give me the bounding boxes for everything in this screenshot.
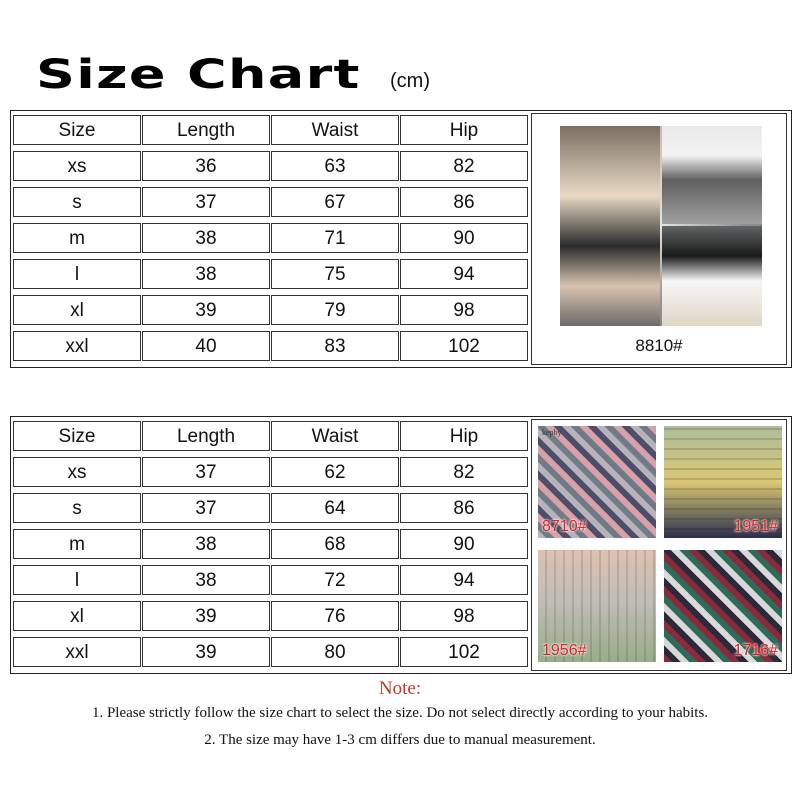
size-cell: m — [13, 223, 141, 253]
table-row — [11, 493, 529, 523]
length-cell: 40 — [142, 331, 270, 361]
model-label-1951: 1951# — [733, 518, 778, 535]
hip-cell: 94 — [400, 565, 528, 595]
waist-cell: 68 — [271, 529, 399, 559]
size-cell: xl — [13, 295, 141, 325]
hip-cell: 86 — [400, 187, 528, 217]
size-table-2-grid — [11, 417, 529, 673]
model-number: 8810# — [635, 336, 683, 355]
hip-cell: 102 — [400, 331, 528, 361]
table-header-row — [11, 421, 529, 451]
size-cell: xs — [13, 151, 141, 181]
table-row — [11, 259, 529, 289]
length-cell: 37 — [142, 457, 270, 487]
note-title: Note: — [378, 678, 422, 699]
table-header-row — [11, 115, 529, 145]
header-length: Length — [142, 421, 270, 451]
waist-cell: 75 — [271, 259, 399, 289]
product-thumb-1716 — [664, 550, 782, 662]
model-photo-grey-skirt — [662, 126, 762, 224]
size-cell: xxl — [13, 331, 141, 361]
header-size: Size — [13, 421, 141, 451]
hip-cell: 94 — [400, 259, 528, 289]
header-length: Length — [142, 115, 270, 145]
hip-cell: 82 — [400, 151, 528, 181]
table-row — [11, 223, 529, 253]
hip-cell: 98 — [400, 601, 528, 631]
table-row — [11, 601, 529, 631]
hip-cell: 82 — [400, 457, 528, 487]
product-thumb-8710 — [538, 426, 656, 538]
size-cell: xxl — [13, 637, 141, 667]
size-table-2 — [10, 416, 792, 674]
waist-cell: 62 — [271, 457, 399, 487]
size-table-1 — [10, 110, 792, 368]
hip-cell: 102 — [400, 637, 528, 667]
waist-cell: 72 — [271, 565, 399, 595]
page-title: Size Chart — [36, 52, 361, 98]
size-cell: xs — [13, 457, 141, 487]
length-cell: 39 — [142, 295, 270, 325]
waist-cell: 80 — [271, 637, 399, 667]
size-cell: s — [13, 187, 141, 217]
brand-tag: kepby — [542, 428, 562, 437]
waist-cell: 83 — [271, 331, 399, 361]
table-row — [11, 637, 529, 667]
waist-cell: 79 — [271, 295, 399, 325]
product-image-panel — [531, 113, 787, 365]
note-line-1: 1. Please strictly follow the size chart to select the size. Do not select directly according to your habits. — [91, 705, 709, 721]
product-thumb-1951 — [664, 426, 782, 538]
size-cell: m — [13, 529, 141, 559]
length-cell: 37 — [142, 187, 270, 217]
header-hip: Hip — [400, 421, 528, 451]
model-label-1956: 1956# — [542, 642, 587, 659]
hip-cell: 90 — [400, 529, 528, 559]
model-photo-white-skirt — [662, 226, 762, 326]
table-row — [11, 331, 529, 361]
unit-label: (cm) — [390, 70, 430, 92]
product-thumb-1956 — [538, 550, 656, 662]
waist-cell: 64 — [271, 493, 399, 523]
waist-cell: 67 — [271, 187, 399, 217]
length-cell: 39 — [142, 601, 270, 631]
length-cell: 36 — [142, 151, 270, 181]
size-cell: s — [13, 493, 141, 523]
waist-cell: 63 — [271, 151, 399, 181]
table-row — [11, 295, 529, 325]
table-row — [11, 457, 529, 487]
note-line-2: 2. The size may have 1-3 cm differs due to manual measurement. — [204, 732, 596, 748]
waist-cell: 76 — [271, 601, 399, 631]
size-cell: l — [13, 565, 141, 595]
waist-cell: 71 — [271, 223, 399, 253]
length-cell: 37 — [142, 493, 270, 523]
header-waist: Waist — [271, 421, 399, 451]
model-photo-black-skirt — [560, 126, 660, 326]
header-hip: Hip — [400, 115, 528, 145]
length-cell: 38 — [142, 565, 270, 595]
size-table-1-grid — [11, 111, 529, 367]
length-cell: 38 — [142, 529, 270, 559]
table-row — [11, 187, 529, 217]
table-row — [11, 529, 529, 559]
product-photo — [560, 126, 762, 326]
product-image-grid — [531, 419, 787, 671]
length-cell: 38 — [142, 259, 270, 289]
hip-cell: 86 — [400, 493, 528, 523]
header-waist: Waist — [271, 115, 399, 145]
length-cell: 39 — [142, 637, 270, 667]
length-cell: 38 — [142, 223, 270, 253]
table-row — [11, 151, 529, 181]
size-cell: xl — [13, 601, 141, 631]
hip-cell: 98 — [400, 295, 528, 325]
model-label-8710: 8710# — [542, 518, 587, 535]
hip-cell: 90 — [400, 223, 528, 253]
header-size: Size — [13, 115, 141, 145]
table-row — [11, 565, 529, 595]
size-cell: l — [13, 259, 141, 289]
model-label-1716: 1716# — [733, 642, 778, 659]
